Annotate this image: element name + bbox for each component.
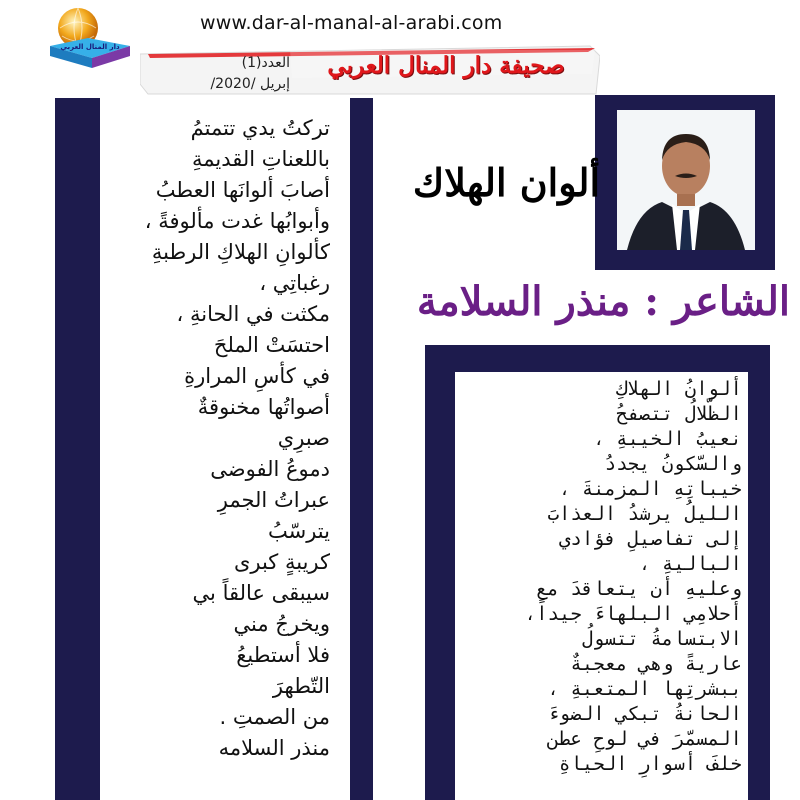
poem-line: عاريةً وهي معجبةٌ xyxy=(570,653,742,675)
publication-title: صحيفة دار المنال العربي xyxy=(327,52,565,79)
website-url[interactable]: www.dar-al-manal-al-arabi.com xyxy=(200,12,503,34)
poem-line: نعيبُ الخيبةِ ، xyxy=(593,428,742,450)
poem-signature: منذر السلامه xyxy=(218,736,330,760)
poem-line: التّطهرَ xyxy=(272,674,330,698)
poem-line: صبرِي xyxy=(277,426,330,450)
poem-line: فلا أستطيعُ xyxy=(236,643,330,667)
poet-name: الشاعر : منذر السلامة xyxy=(416,278,790,325)
poem-line: في كأسِ المرارةِ xyxy=(184,364,330,388)
poem-line: وأبوابُها غدت مألوفةً ، xyxy=(144,209,330,233)
poem-line: كريبةٍ كبرى xyxy=(233,550,330,574)
publisher-logo xyxy=(40,2,136,78)
poem-line: احتسَتْ الملحَ xyxy=(213,333,330,357)
poem-right xyxy=(455,378,742,798)
poem-line: الظّلالُ تتصفحُ xyxy=(616,403,742,425)
poem-line: أصابَ ألوانَها العطبُ xyxy=(155,178,330,202)
poem-line: دموعُ الفوضى xyxy=(210,457,330,481)
poem-line: رغباتِي ، xyxy=(259,271,330,295)
poem-line: يترسّبُ xyxy=(268,519,330,543)
poem-line: من الصمتِ . xyxy=(219,705,330,729)
poem-line: خيباتِهِ المزمنةَ ، xyxy=(558,478,742,500)
poem-line: عبراتُ الجمرِ xyxy=(217,488,330,512)
poem-line: والسّكونُ يجددُ xyxy=(604,453,742,475)
article-title: ألوان الهلاك xyxy=(412,160,600,205)
poem-line: كألوانِ الهلاكِ الرطبةِ xyxy=(151,240,330,264)
poem-line: الابتسامةُ تتسولُ xyxy=(581,628,742,650)
poem-left xyxy=(100,116,330,796)
poem-line: إلى تفاصيلِ فؤادي xyxy=(558,528,742,550)
poem-line: ألوانُ الهلاكِ xyxy=(616,378,742,400)
poem-line: أصواتُها مخنوقةٌ xyxy=(197,395,330,419)
poem-line: المسمّرَ في لوحِ عطن xyxy=(547,728,742,750)
svg-text:دار المنال العربي: دار المنال العربي xyxy=(60,43,120,51)
poem-line: ببشرتِها المتعبةِ ، xyxy=(547,678,742,700)
poem-line: ويخرجُ مني xyxy=(233,612,330,636)
issue-number: العدد(1) xyxy=(241,55,290,71)
poem-line: الليلُ يرشدُ العذابَ xyxy=(547,503,742,525)
poem-line: الحانةُ تبكي الضوءَ xyxy=(547,703,742,725)
poet-photo xyxy=(617,110,755,250)
poem-line: وعليهِ أن يتعاقدَ مع xyxy=(536,578,742,600)
poem-line: تركتُ يدي تتمتمُ xyxy=(190,116,330,140)
poem-line: مكثت في الحانةِ ، xyxy=(176,302,330,326)
poem-line: الباليةِ ، xyxy=(639,553,742,575)
issue-date: إبريل /2020/ xyxy=(210,76,290,92)
poem-line: باللعناتِ القديمةِ xyxy=(191,147,330,171)
poem-line: سيبقى عالقاً بي xyxy=(192,581,330,605)
poem-line: أحلامِي البلهاءَ جيداً، xyxy=(524,603,742,625)
poet-portrait-icon xyxy=(617,110,755,250)
poem-line: خلفَ أسوارِ الحياةِ xyxy=(558,753,742,775)
